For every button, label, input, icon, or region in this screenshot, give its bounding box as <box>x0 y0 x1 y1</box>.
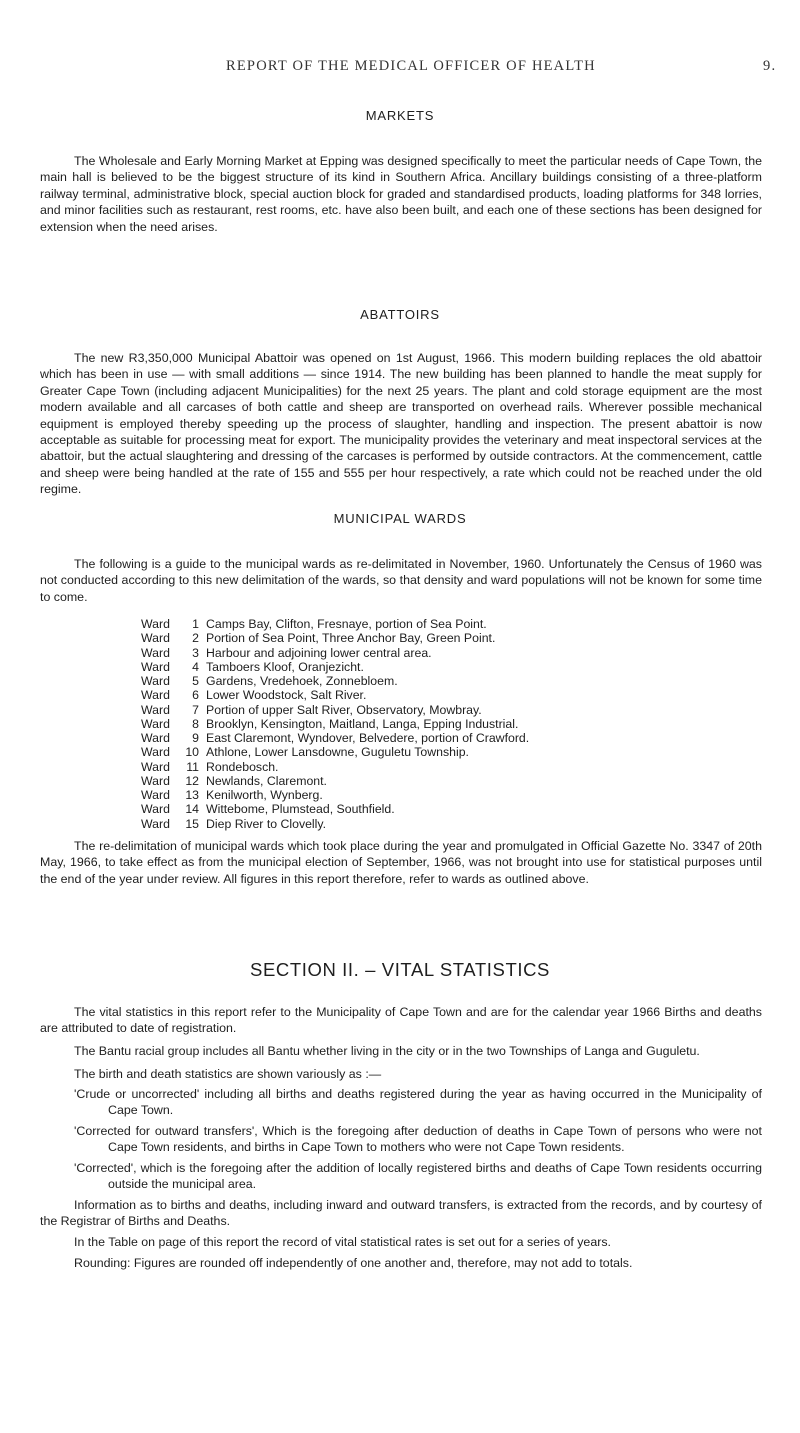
ward-number: 9 <box>192 731 199 745</box>
ward-number: 5 <box>192 674 199 688</box>
vital-p2: The Bantu racial group includes all Bantu whether living in the city or in the two Townships of Langa and Guguletu. <box>74 1044 700 1058</box>
ward-areas: Harbour and adjoining lower central area. <box>206 645 432 660</box>
ward-number: 3 <box>192 645 199 660</box>
ward-label: Ward <box>141 702 170 717</box>
ward-number: 2 <box>192 631 199 646</box>
vital-p1: The vital statistics in this report refer to the Municipality of Cape Town and are for the calendar year 1966 Births and deaths are attributed to date of registration. <box>40 1005 762 1035</box>
ward-label: Ward <box>141 788 170 802</box>
vital-p5: In the Table on page of this report the record of vital statistical rates is set out for a series of years. <box>74 1235 611 1249</box>
ward-row <box>141 731 529 745</box>
ward-areas: Diep River to Clovelly. <box>206 816 327 831</box>
report-title: REPORT OF THE MEDICAL OFFICER OF HEALTH <box>226 58 596 74</box>
abattoirs-heading: ABATTOIRS <box>360 307 440 322</box>
ward-number: 13 <box>185 788 199 802</box>
section2-heading: SECTION II. – VITAL STATISTICS <box>250 959 550 980</box>
ward-number: 6 <box>192 688 199 703</box>
ward-row <box>141 617 529 631</box>
vital-def-crude: 'Crude or uncorrected' including all births and deaths registered during the year as having occurred in the Municipality of Cape Town. <box>74 1087 762 1117</box>
page-number: 9. <box>763 58 777 74</box>
wards-intro-paragraph <box>40 556 762 605</box>
markets-text: The Wholesale and Early Morning Market at Epping was designed specifically to meet the particular needs of Cape Town, the main hall is believed to be the biggest structure of its kind in Southern Africa. Ancillary buildings consisting of a three-platform railway terminal, administrative block, special auction block for graded and standardised products, loading platforms for 348 lorries, and minor facilities such as restaurant, rest rooms, etc. have also been built, and each one of these sections has been designed for extension when the need arises. <box>40 154 762 234</box>
ward-areas: Newlands, Claremont. <box>206 773 327 788</box>
ward-label: Ward <box>141 773 170 788</box>
ward-row <box>141 674 529 688</box>
ward-areas: East Claremont, Wyndover, Belvedere, portion of Crawford. <box>206 731 530 745</box>
ward-row <box>141 688 529 702</box>
ward-areas: Brooklyn, Kensington, Maitland, Langa, Epping Industrial. <box>206 716 519 731</box>
wards-closing-text: The re-delimitation of municipal wards which took place during the year and promulgated in Official Gazette No. 3347 of 20th May, 1966, to take effect as from the municipal election of September, 1966, was not brought into use for statistical purposes until the end of the year under review. All figures in this report therefore, refer to wards as outlined above. <box>40 839 762 886</box>
ward-label: Ward <box>141 816 170 831</box>
ward-areas: Gardens, Vredehoek, Zonnebloem. <box>206 674 398 688</box>
vital-p4: Information as to births and deaths, including inward and outward transfers, is extracted from the records, and by courtesy of the Registrar of Births and Deaths. <box>40 1198 762 1228</box>
ward-number: 14 <box>185 802 199 817</box>
ward-label: Ward <box>141 645 170 660</box>
ward-row <box>141 760 529 774</box>
ward-number: 10 <box>185 745 199 760</box>
ward-label: Ward <box>141 659 170 674</box>
ward-areas: Tamboers Kloof, Oranjezicht. <box>206 659 364 674</box>
ward-areas: Kenilworth, Wynberg. <box>206 788 323 802</box>
ward-row <box>141 788 529 802</box>
wards-intro-text: The following is a guide to the municipal wards as re-delimitated in November, 1960. Unfortunately the Census of 1960 was not conducted according to this new delimitation of the wards, so that density and ward populations will not be known for some time to come. <box>40 557 762 604</box>
ward-areas: Wittebome, Plumstead, Southfield. <box>206 802 395 817</box>
ward-number: 15 <box>185 816 199 831</box>
ward-row <box>141 774 529 788</box>
vital-p6: Rounding: Figures are rounded off independently of one another and, therefore, may not add to totals. <box>74 1256 633 1270</box>
ward-areas: Portion of Sea Point, Three Anchor Bay, Green Point. <box>206 631 496 646</box>
ward-label: Ward <box>141 688 170 703</box>
wards-closing-paragraph <box>40 838 762 887</box>
ward-row <box>141 631 529 645</box>
vital-def-corrected: 'Corrected', which is the foregoing after the addition of locally registered births and deaths of Cape Town residents occurring outside the municipal area. <box>74 1161 762 1191</box>
ward-areas: Camps Bay, Clifton, Fresnaye, portion of Sea Point. <box>206 617 487 631</box>
ward-row <box>141 745 529 759</box>
municipal-wards-heading: MUNICIPAL WARDS <box>333 511 467 526</box>
ward-areas: Lower Woodstock, Salt River. <box>206 688 367 703</box>
ward-number: 7 <box>192 702 199 717</box>
ward-number: 12 <box>185 773 199 788</box>
ward-label: Ward <box>141 759 170 774</box>
ward-row <box>141 802 529 816</box>
vital-statistics-block <box>40 1004 762 1271</box>
abattoirs-paragraph <box>40 350 762 498</box>
abattoirs-text: The new R3,350,000 Municipal Abattoir was opened on 1st August, 1966. This modern building replaces the old abattoir which has been in use — with small additions — since 1914. The new building has been planned to handle the meat supply for Greater Cape Town (including adjacent Municipalities) for the next 25 years. The plant and cold storage equipment are the most modern available and all carcases of both cattle and sheep are transported on overhead rails. Wherever possible mechanical equipment is employed thereby speeding up the process of slaughter, handling and inspection. The present abattoir is now acceptable as suitable for processing meat for export. The municipality provides the veterinary and meat inspectoral services at the abattoir, but the actual slaughtering and dressing of the carcases is performed by outside contractors. At the commencement, cattle and sheep were being handled at the rate of 155 and 555 per hour respectively, a rate which could not be reached under the old regime. <box>40 351 762 497</box>
ward-areas: Rondebosch. <box>206 759 279 774</box>
ward-row <box>141 717 529 731</box>
ward-label: Ward <box>141 617 170 631</box>
ward-number: 1 <box>192 617 199 631</box>
markets-paragraph <box>40 153 762 235</box>
ward-number: 4 <box>192 659 199 674</box>
ward-list <box>141 617 529 831</box>
ward-row <box>141 646 529 660</box>
ward-areas: Athlone, Lower Lansdowne, Guguletu Township. <box>206 745 469 760</box>
vital-def-outward: 'Corrected for outward transfers', Which is the foregoing after deduction of deaths in Cape Town of persons who were not Cape Town residents, and births in Cape Town to mothers who were not Cape Town residents. <box>74 1124 762 1154</box>
ward-row <box>141 817 529 831</box>
ward-row <box>141 703 529 717</box>
ward-number: 11 <box>186 759 199 774</box>
ward-number: 8 <box>192 716 199 731</box>
ward-label: Ward <box>141 802 170 817</box>
markets-heading: MARKETS <box>365 108 435 123</box>
ward-row <box>141 660 529 674</box>
ward-areas: Portion of upper Salt River, Observatory, Mowbray. <box>206 702 482 717</box>
ward-label: Ward <box>141 674 170 688</box>
ward-label: Ward <box>141 731 170 745</box>
ward-label: Ward <box>141 631 170 646</box>
ward-label: Ward <box>141 716 170 731</box>
vital-p3: The birth and death statistics are shown variously as :— <box>74 1067 382 1081</box>
ward-label: Ward <box>141 745 170 760</box>
